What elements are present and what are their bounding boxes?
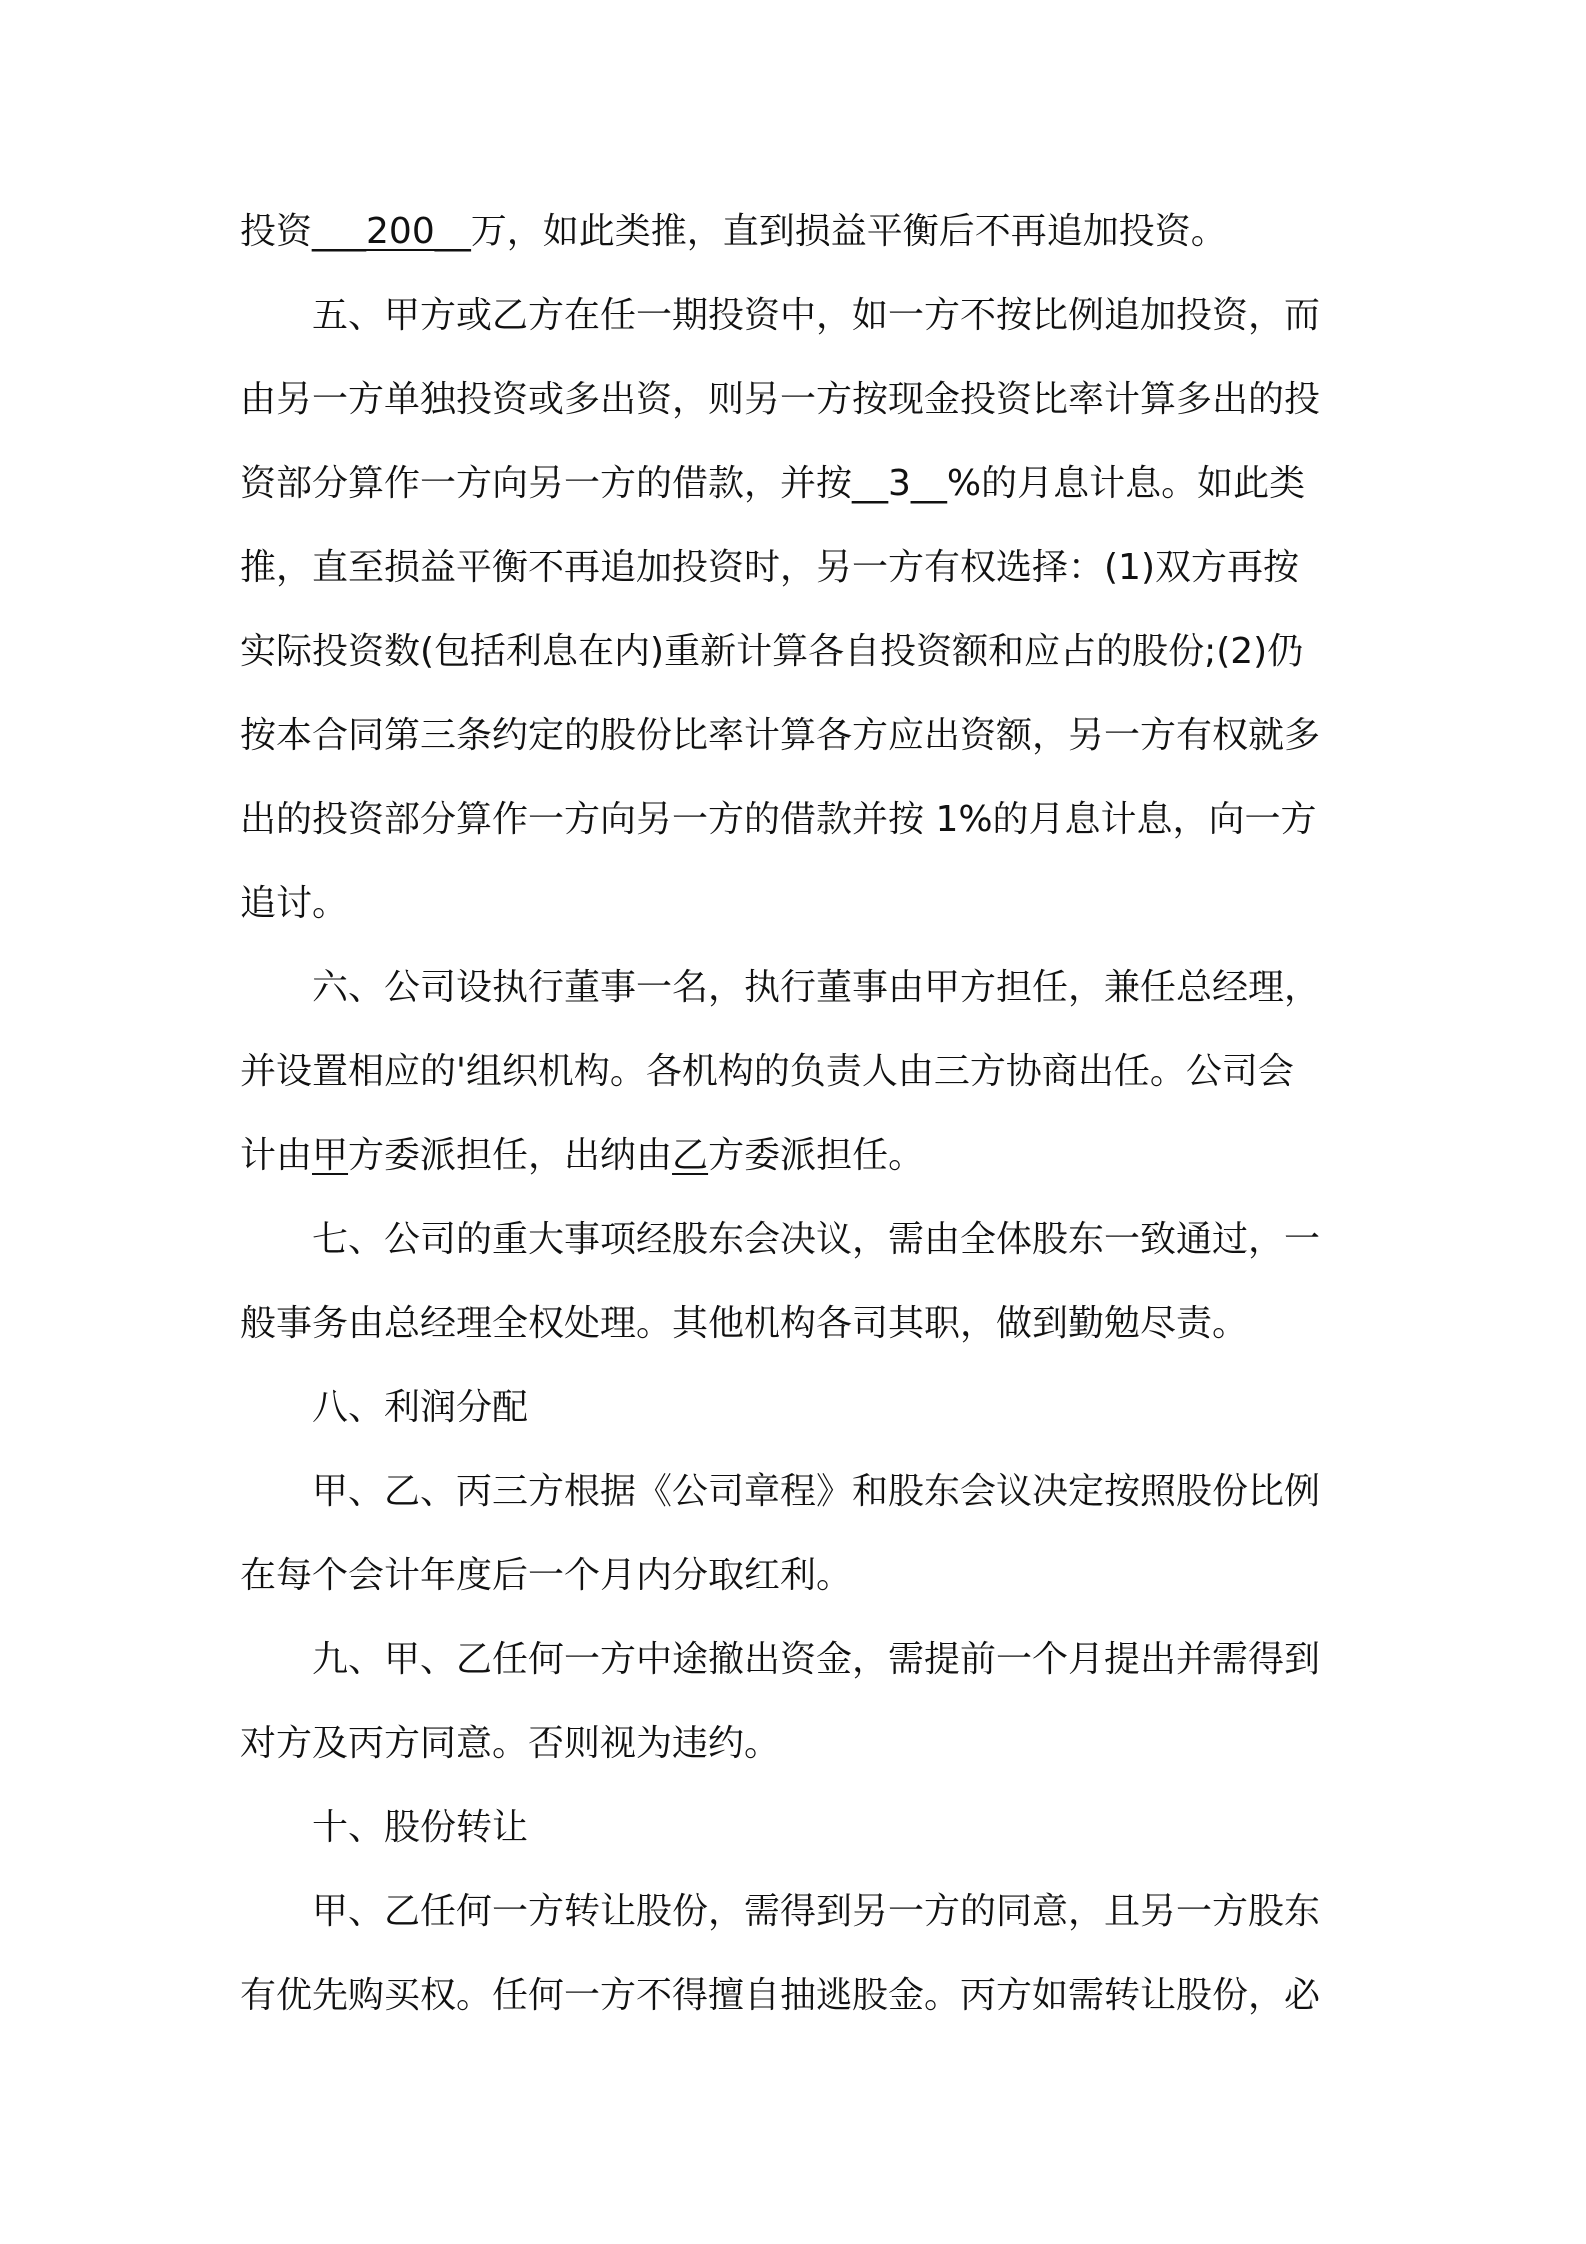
line-10: 六、公司设执行董事一名，执行董事由甲方担任，兼任总经理， [240,967,1321,1008]
line-20: 十、股份转让 [240,1807,529,1848]
line-1 [240,200,1358,284]
line-17: 在每个会计年度后一个月内分取红利。 [240,1555,853,1596]
text-segment: 投资___ [240,211,367,252]
line-2: 五、甲方或乙方在任一期投资中，如一方不按比例追加投资，而 [240,295,1321,336]
document-page [240,200,1358,2048]
text-segment: __万，如此类推，直到损益平衡后不再追加投资。 [434,211,1227,252]
line-6: 实际投资数(包括利息在内)重新计算各自投资额和应占的股份;(2)仍 [240,631,1304,672]
line-12 [240,1124,1358,1208]
line-21: 甲、乙任何一方转让股份，需得到另一方的同意，且另一方股东 [240,1891,1321,1932]
line-5: 推，直至损益平衡不再追加投资时，另一方有权选择：(1)双方再按 [240,547,1299,588]
line-19: 对方及丙方同意。否则视为违约。 [240,1723,781,1764]
line-8: 出的投资部分算作一方向另一方的借款并按 1%的月息计息，向一方 [240,799,1317,840]
filled-blank-amount: 200 [366,211,435,252]
line-15: 八、利润分配 [240,1387,529,1428]
text-segment: 方委派担任，出纳由 [348,1135,673,1176]
filled-blank-party: 乙 [672,1135,709,1176]
line-11: 并设置相应的'组织机构。各机构的负责人由三方协商出任。公司会 [240,1051,1294,1092]
line-4: 资部分算作一方向另一方的借款，并按__3__%的月息计息。如此类 [240,463,1306,504]
text-segment: 计由 [240,1135,313,1176]
line-16: 甲、乙、丙三方根据《公司章程》和股东会议决定按照股份比例 [240,1471,1321,1512]
line-9: 追讨。 [240,883,349,924]
line-22: 有优先购买权。任何一方不得擅自抽逃股金。丙方如需转让股份，必 [240,1975,1321,2016]
line-7: 按本合同第三条约定的股份比率计算各方应出资额，另一方有权就多 [240,715,1321,756]
line-18: 九、甲、乙任何一方中途撤出资金，需提前一个月提出并需得到 [240,1639,1321,1680]
filled-blank-party: 甲 [312,1135,349,1176]
line-13: 七、公司的重大事项经股东会决议，需由全体股东一致通过，一 [240,1219,1321,1260]
line-3: 由另一方单独投资或多出资，则另一方按现金投资比率计算多出的投 [240,379,1321,420]
text-segment: 方委派担任。 [708,1135,925,1176]
line-14: 般事务由总经理全权处理。其他机构各司其职，做到勤勉尽责。 [240,1303,1249,1344]
